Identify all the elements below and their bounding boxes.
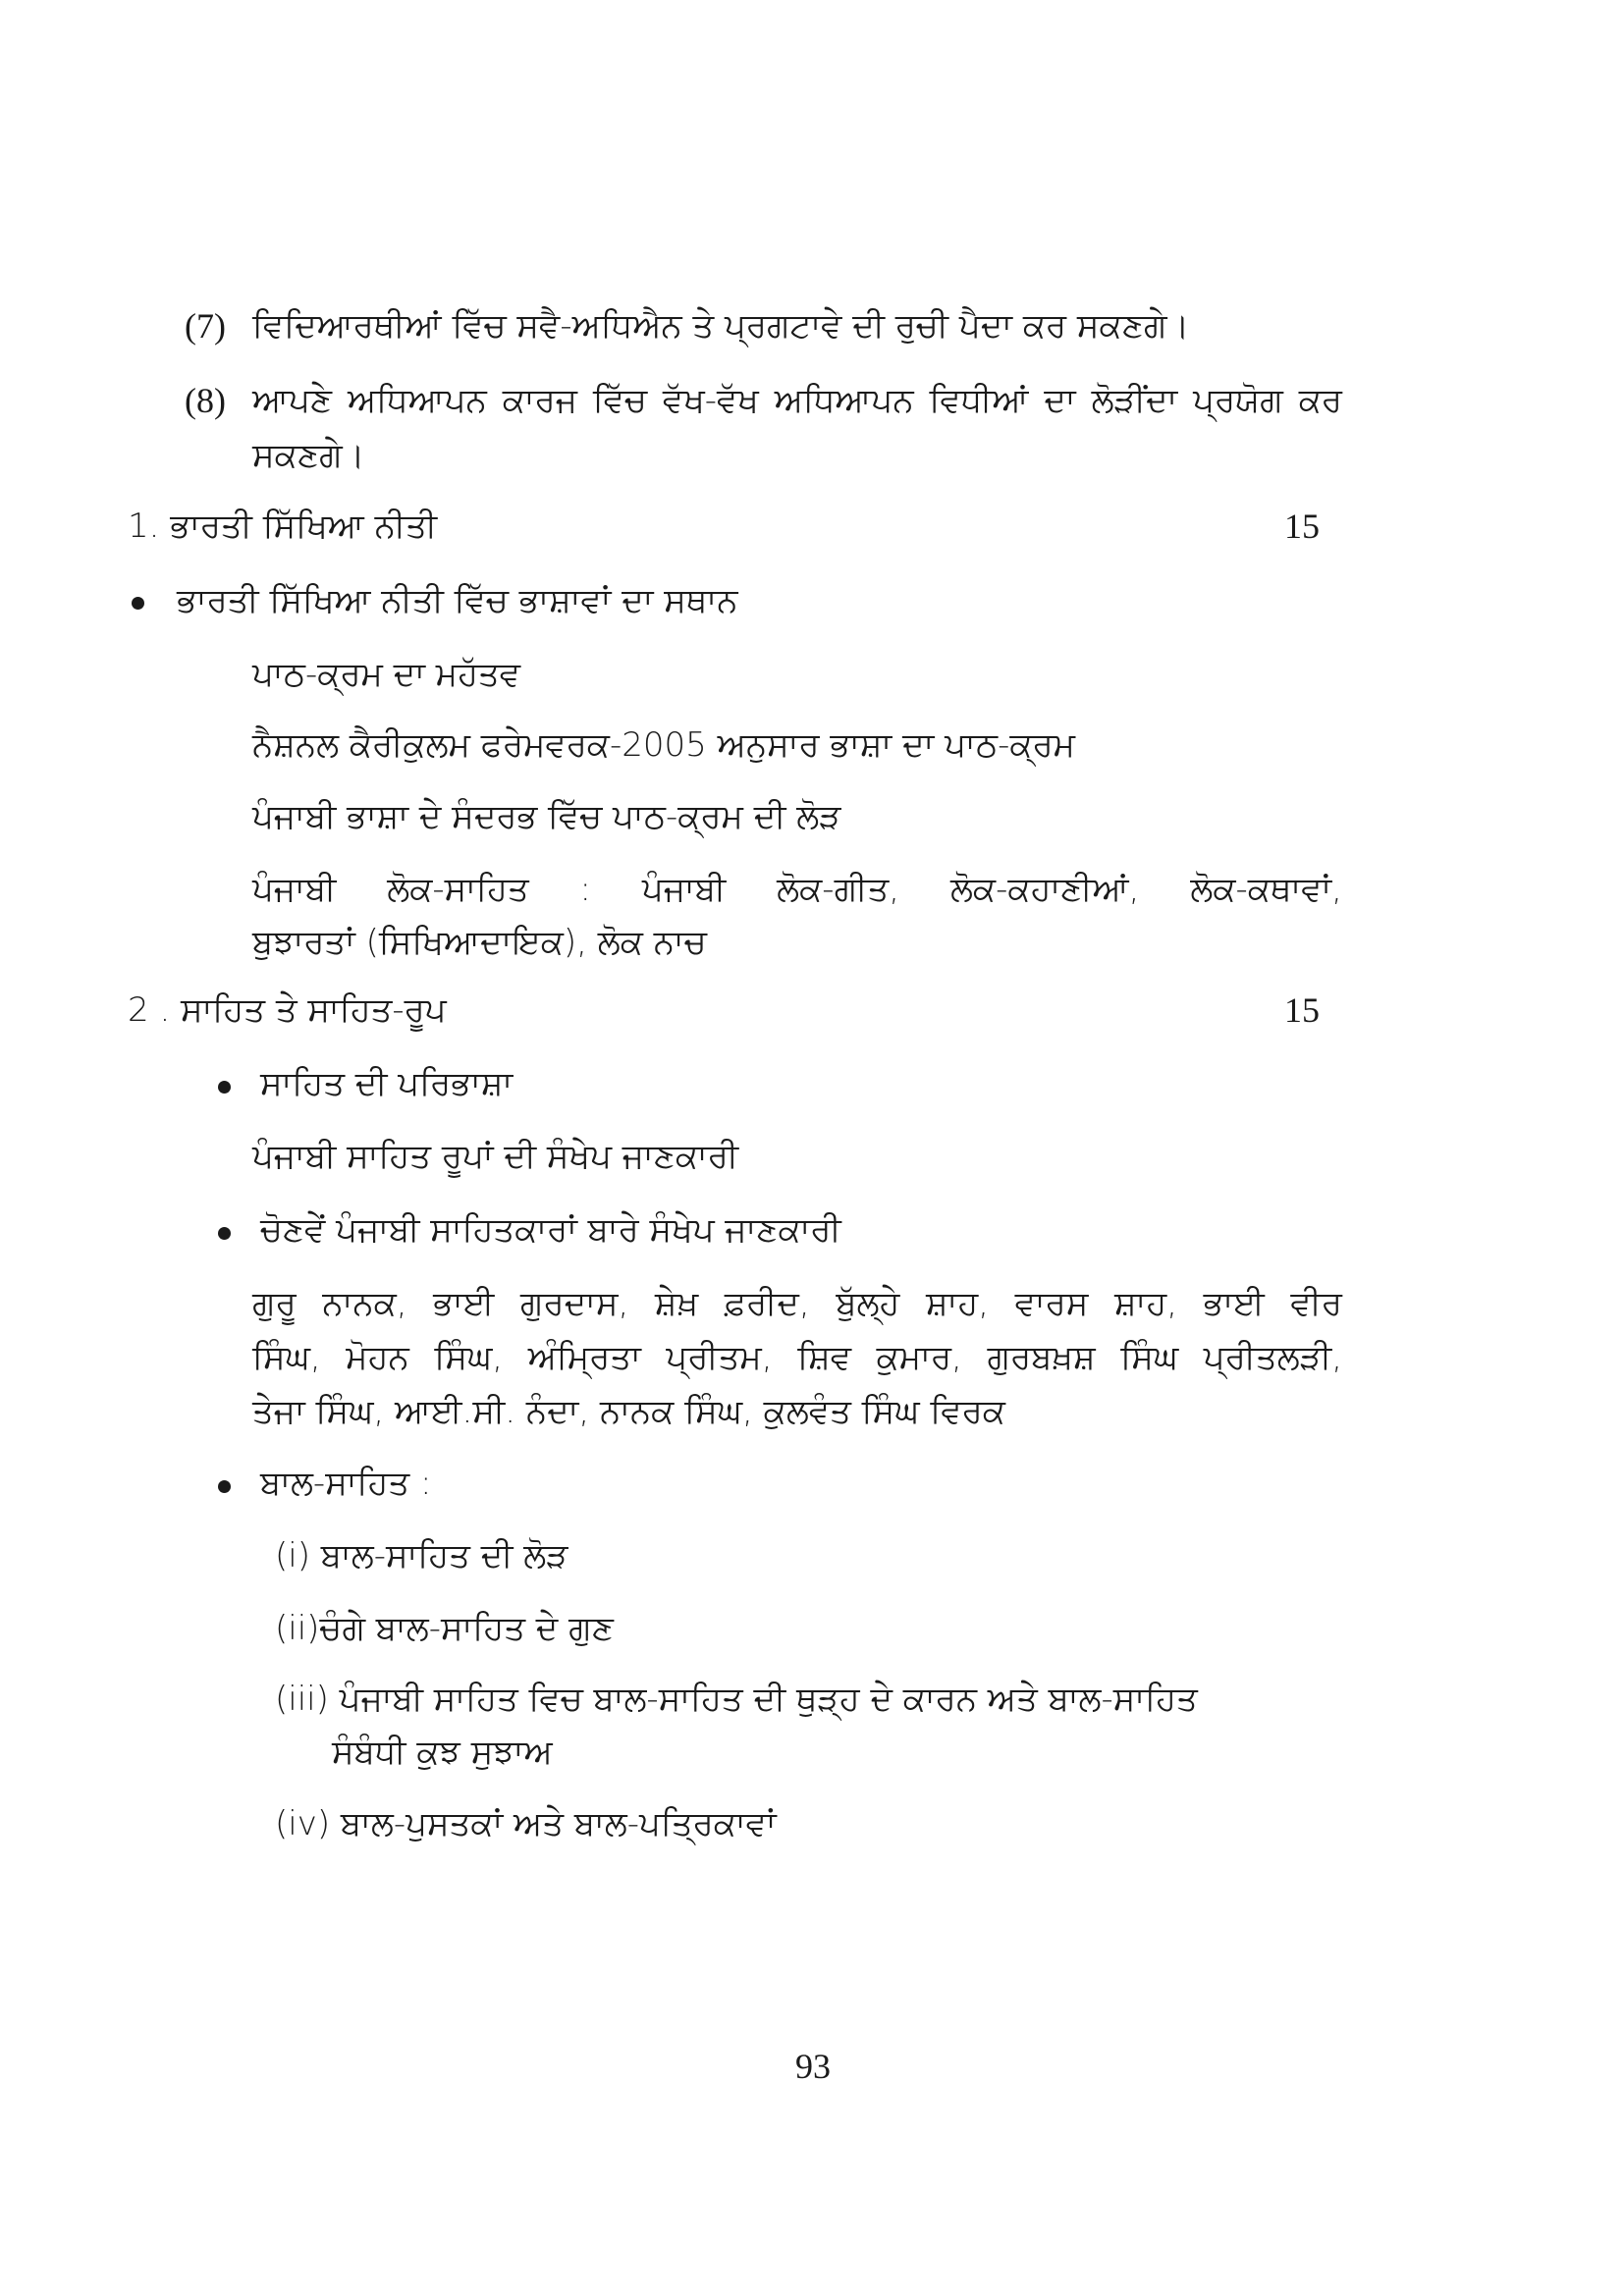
objective-8-text-line1: ਆਪਣੇ ਅਧਿਆਪਨ ਕਾਰਜ ਵਿੱਚ ਵੱਖ-ਵੱਖ ਅਧਿਆਪਨ ਵਿਧੀਆਂ ਦਾ ਲੋੜੀਂਦਾ ਪ੍ਰਯੋਗ ਕਰ (252, 381, 1342, 420)
section-2-bullet-1: ਸਾਹਿਤ ਦੀ ਪਰਿਭਾਸ਼ਾ (260, 1064, 514, 1103)
writers-line-1: ਗੁਰੂ ਨਾਨਕ, ਭਾਈ ਗੁਰਦਾਸ, ਸ਼ੇਖ਼ ਫ਼ਰੀਦ, ਬੁੱਲ੍ਹੇ ਸ਼ਾਹ, ਵਾਰਸ ਸ਼ਾਹ, ਭਾਈ ਵੀਰ (252, 1284, 1342, 1323)
section-1-line-1: ਪਾਠ-ਕ੍ਰਮ ਦਾ ਮਹੱਤਵ (252, 655, 521, 694)
child-literature-item-1: (i) ਬਾਲ-ਸਾਹਿਤ ਦੀ ਲੋੜ (275, 1536, 568, 1575)
child-literature-item-3-cont: ਸੰਬੰਧੀ ਕੁਝ ਸੁਝਾਅ (332, 1733, 553, 1772)
bullet-icon (132, 597, 144, 610)
bullet-icon (218, 1081, 231, 1094)
section-1-bullet-1: ਭਾਰਤੀ ਸਿੱਖਿਆ ਨੀਤੀ ਵਿੱਚ ਭਾਸ਼ਾਵਾਂ ਦਾ ਸਥਾਨ (177, 581, 738, 620)
child-literature-item-2: (ii)ਚੰਗੇ ਬਾਲ-ਸਾਹਿਤ ਦੇ ਗੁਣ (275, 1609, 614, 1648)
bullet-icon (218, 1480, 231, 1493)
child-literature-item-4: (iv) ਬਾਲ-ਪੁਸਤਕਾਂ ਅਤੇ ਬਾਲ-ਪਤ੍ਰਿਕਾਵਾਂ (275, 1804, 777, 1843)
section-2-marks: 15 (1284, 990, 1320, 1030)
writers-line-2: ਸਿੰਘ, ਮੋਹਨ ਸਿੰਘ, ਅੰਮ੍ਰਿਤਾ ਪ੍ਰੀਤਮ, ਸ਼ਿਵ ਕੁਮਾਰ, ਗੁਰਬਖ਼ਸ਼ ਸਿੰਘ ਪ੍ਰੀਤਲੜੀ, (252, 1338, 1342, 1377)
section-1-marks: 15 (1284, 507, 1320, 546)
section-1-line-2: ਨੈਸ਼ਨਲ ਕੈਰੀਕੁਲਮ ਫਰੇਮਵਰਕ-2005 ਅਨੁਸਾਰ ਭਾਸ਼ਾ ਦਾ ਪਾਠ-ਕ੍ਰਮ (252, 725, 1076, 765)
section-2-bullet-2: ਚੋਣਵੇਂ ਪੰਜਾਬੀ ਸਾਹਿਤਕਾਰਾਂ ਬਾਰੇ ਸੰਖੇਪ ਜਾਣਕਾਰੀ (260, 1210, 841, 1250)
bullet-icon (218, 1227, 231, 1240)
section-1-heading: 1. ਭਾਰਤੀ ਸਿੱਖਿਆ ਨੀਤੀ (128, 507, 438, 546)
writers-line-3: ਤੇਜਾ ਸਿੰਘ, ਆਈ.ਸੀ. ਨੰਦਾ, ਨਾਨਕ ਸਿੰਘ, ਕੁਲਵੰਤ ਸਿੰਘ ਵਿਰਕ (252, 1392, 1005, 1431)
section-1-line-3: ਪੰਜਾਬੀ ਭਾਸ਼ਾ ਦੇ ਸੰਦਰਭ ਵਿੱਚ ਪਾਠ-ਕ੍ਰਮ ਦੀ ਲੋੜ (252, 797, 841, 836)
section-2-line-1: ਪੰਜਾਬੀ ਸਾਹਿਤ ਰੂਪਾਂ ਦੀ ਸੰਖੇਪ ਜਾਣਕਾਰੀ (252, 1137, 739, 1176)
objective-7-number: (7) (185, 306, 226, 346)
section-2-bullet-3: ਬਾਲ-ਸਾਹਿਤ : (260, 1464, 432, 1503)
section-1-line-4a: ਪੰਜਾਬੀ ਲੋਕ-ਸਾਹਿਤ : ਪੰਜਾਬੀ ਲੋਕ-ਗੀਤ, ਲੋਕ-ਕਹਾਣੀਆਂ, ਲੋਕ-ਕਥਾਵਾਂ, (252, 870, 1342, 909)
objective-8-text-line2: ਸਕਣਗੇ। (252, 436, 365, 475)
child-literature-item-3: (iii) ਪੰਜਾਬੀ ਸਾਹਿਤ ਵਿਚ ਬਾਲ-ਸਾਹਿਤ ਦੀ ਥੁੜ੍ਹ ਦੇ ਕਾਰਨ ਅਤੇ ਬਾਲ-ਸਾਹਿਤ (275, 1680, 1198, 1719)
page-number: 93 (795, 2047, 831, 2086)
objective-8-number: (8) (185, 381, 226, 420)
section-2-heading: 2 . ਸਾਹਿਤ ਤੇ ਸਾਹਿਤ-ਰੂਪ (128, 990, 447, 1030)
objective-7-text: ਵਿਦਿਆਰਥੀਆਂ ਵਿੱਚ ਸਵੈ-ਅਧਿਐਨ ਤੇ ਪ੍ਰਗਟਾਵੇ ਦੀ ਰੁਚੀ ਪੈਦਾ ਕਰ ਸਕਣਗੇ। (252, 306, 1190, 346)
section-1-line-4b: ਬੁਝਾਰਤਾਂ (ਸਿਖਿਆਦਾਇਕ), ਲੋਕ ਨਾਚ (252, 923, 707, 962)
